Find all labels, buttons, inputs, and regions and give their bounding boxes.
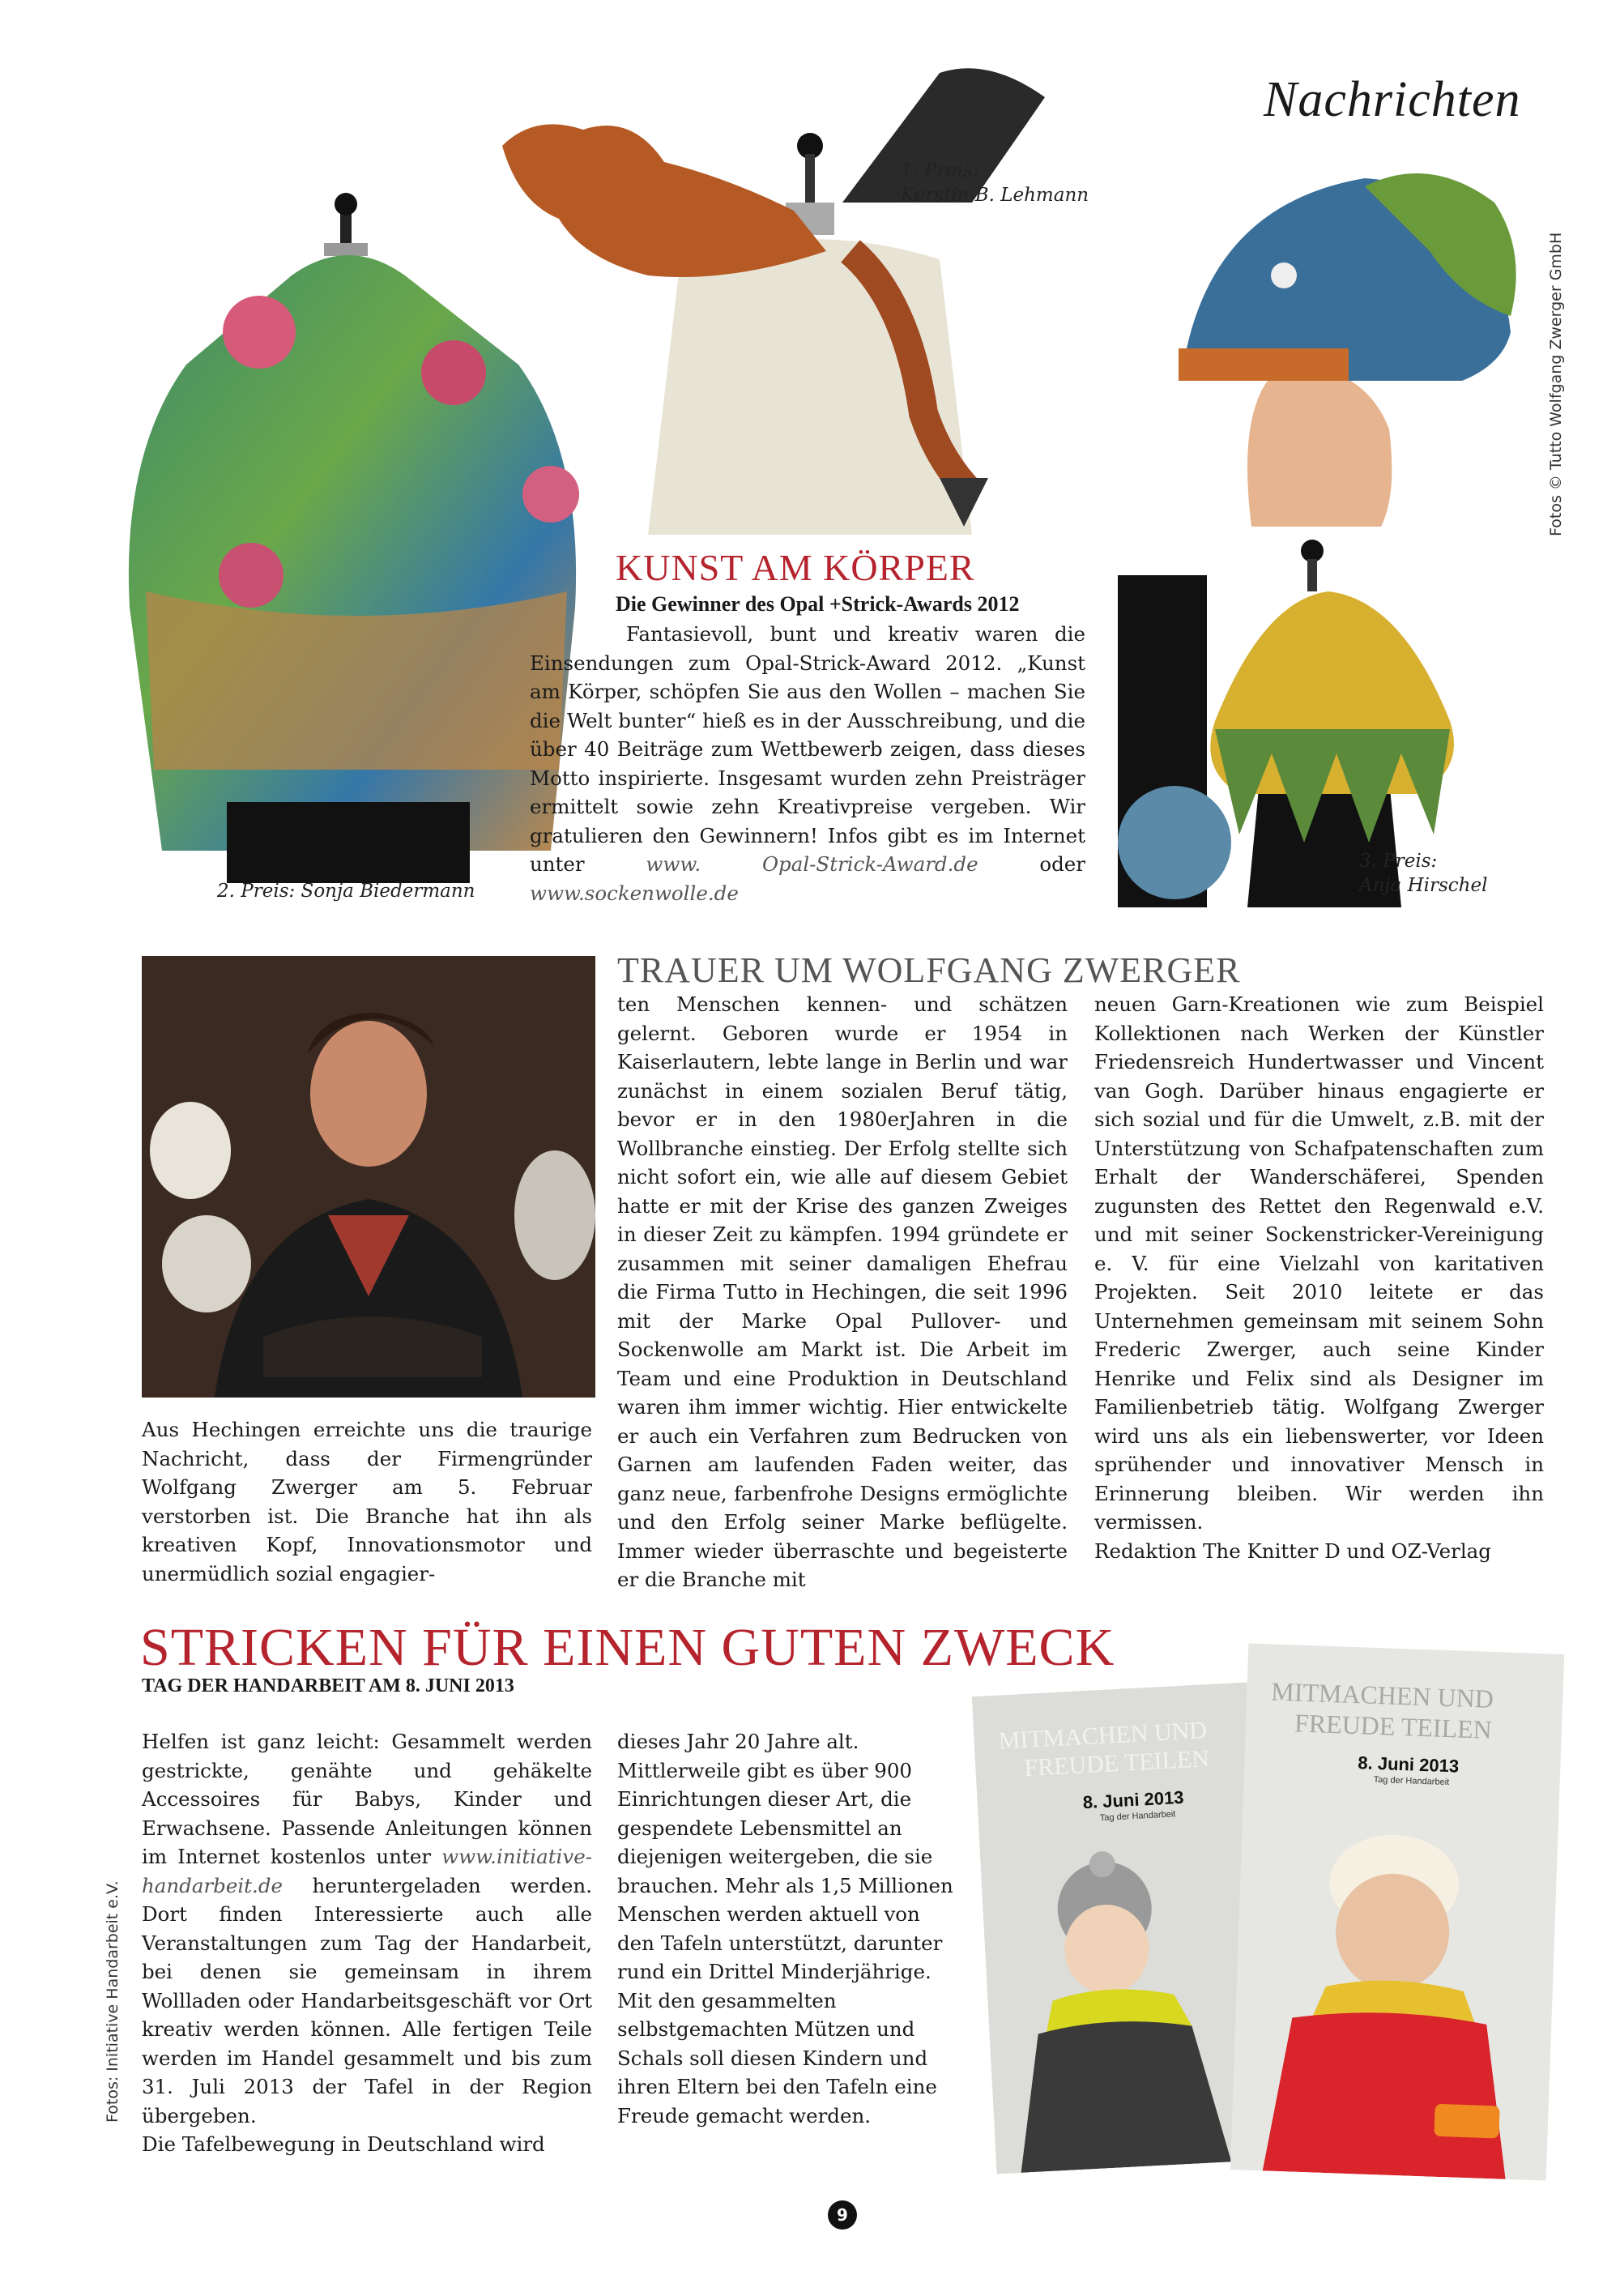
article2-col3 <box>1094 990 1544 1565</box>
caption-first-prize-name: Kerstin B. Lehmann <box>901 185 1089 206</box>
caption-third-prize-label: 3. Preis: <box>1359 851 1438 872</box>
article2-col3-text: neuen Garn-Kreationen wie zum Beispiel Kollektionen nach Werken der Künstler Friedensreich Hundertwasser und Vincent van Gogh. Darüber hinaus engagierte er sich sozial und für die Umwelt, z.B. mit der Unterstützung von Schafpatenschaften zum Erhalt der Wanderschäferei, Spenden zugunsten des Rettet den Regenwald e.V. und mit seiner Sockenstricker-Vereinigung e. V. für eine Vielzahl von karitativen Projekten. Seit 2010 leitete er das Unternehmen gemeinsam mit seinem Sohn Frederic Zwerger, auch seine Kinder Henrike und Felix sind als Designer im Familienbetrieb tätig. Wolfgang Zwerger wird uns als ein liebenswerter, vor Ideen sprühender und innovativer Mensch in Erinnerung bleiben. Wir werden ihn vermissen. <box>1094 992 1544 1534</box>
article3-title: STRICKEN FÜR EINEN GUTEN ZWECK <box>140 1618 1115 1677</box>
poster-back-line1: MITMACHEN UND <box>997 1717 1208 1755</box>
link-initiative-handarbeit[interactable]: www.initiative-handarbeit.de <box>142 1845 592 1897</box>
article3-subtitle: TAG DER HANDARBEIT AM 8. JUNI 2013 <box>142 1675 514 1696</box>
poster-back-date: 8. Juni 2013 <box>1082 1786 1185 1813</box>
photo-credit-top: Fotos © Tutto Wolfgang Zwerger GmbH <box>1547 232 1565 536</box>
article3-col1-para <box>142 1727 592 2130</box>
poster-front <box>1230 1643 1564 2180</box>
article1-subtitle: Die Gewinner des Opal +Strick-Awards 2012 <box>616 592 1020 616</box>
article2-col2: ten Menschen kennen- und schätzen gelernt. Geboren wurde er 1954 in Kaiserlautern, lebte lange in Berlin und war zunächst in einem sozialen Beruf tätig, bevor er in den 1980erJahren in die Wollbranche einstieg. Der Erfolg stellte sich nicht sofort ein, wie alle auf diesem Gebiet hatte er mit der Krise des ganzen Zweiges in dieser Zeit zu kämpfen. 1994 gründete er zusammen mit seiner damaligen Ehefrau die Firma Tutto in Hechingen, die seit 1996 mit der Marke Opal Pullover- und Sockenwolle am Markt ist. Die Arbeit im Team und eine Produktion in Deutschland waren ihm immer wichtig. Hier entwickelte er auch ein Verfahren zum Bedrucken von Garnen am laufenden Faden weiter, das ganz neue, farbenfrohe Designs ermöglichte und den Erfolg seiner Marke beflügelte. Immer wieder überraschte und begeisterte er die Branche mit <box>617 992 1068 1591</box>
article2-title: TRAUER UM WOLFGANG ZWERGER <box>617 950 1241 990</box>
poster-back <box>972 1683 1272 2174</box>
article3-col2: dieses Jahr 20 Jahre alt. Mittlerweile gibt es über 900 Einrichtungen dieser Art, die gespendete Lebensmittel an diejenigen weitergeben, die sie brauchen. Mehr als 1,5 Millionen Menschen werden aktuell von den Tafeln unterstützt, darunter rund ein Drittel Minderjährige. Mit den gesammelten selbstgemachten Mützen und Schals soll diesen Kindern und ihren Eltern bei den Tafeln eine Freude gemacht werden. <box>617 1730 953 2127</box>
hat-illustration <box>1122 154 1527 527</box>
photo-knitted-dragon <box>486 41 1069 535</box>
dragon-illustration <box>486 41 1069 535</box>
photo-credit-bottom: Fotos: Initiative Handarbeit e.V. <box>104 1880 122 2123</box>
caption-second-prize: 2. Preis: Sonja Biedermann <box>217 881 475 902</box>
article3-col1-text-a: Helfen ist ganz leicht: Gesammelt werden gestrickte, genähte und gehäkelte Accessoires für Babys, Kinder und Erwachsene. Passende Anleitungen können im Internet kostenlos unter <box>142 1730 592 1868</box>
poster-back-sub: Tag der Handarbeit <box>1099 1809 1176 1824</box>
article3-col1 <box>142 1727 592 2159</box>
caption-first-prize <box>901 159 1111 207</box>
poster-back-child-illustration <box>972 1683 1272 2174</box>
photo-knitted-hat <box>1122 154 1527 527</box>
caption-first-prize-label: 1. Preis: <box>901 160 979 181</box>
article2-col1: Aus Hechingen erreichte uns die traurige Nachricht, dass der Firmengründer Wolfgang Zwerger am 5. Februar verstorben ist. Die Branche hat ihn als kreativen Kopf, Innovationsmotor und unermüdlich sozial engagier- <box>142 1418 592 1585</box>
article1-body-text: Fantasievoll, bunt und kreativ waren die Einsendungen zum Opal-Strick-Award 2012. „Kunst am Körper, schöpfen Sie aus den Wollen – machen Sie die Welt bunter“ hieß es in der Ausschreibung, und die über 40 Beiträge zum Wettbewerb zeigen, dass dieses Motto inspirierte. Insgesamt wurden zehn Preisträger ermittelt sowie zehn Kreativpreise vergeben. Wir gratulieren den Gewinnern! Infos gibt es im Internet unter <box>530 622 1085 876</box>
caption-third-prize-name: Anja Hirschel <box>1359 875 1488 896</box>
poster-front-date: 8. Juni 2013 <box>1357 1752 1460 1777</box>
article3-col1-text-b: heruntergeladen werden. Dort finden Interessierte auch alle Veranstaltungen zum Tag der Handarbeit, bei denen sie gemeinsam in ihrem Wollladen oder Handarbeitsgeschäft vor Ort kreativ werden können. Alle fertigen Teile werden im Handel gesammelt und bis zum 31. Juli 2013 der Tafel in der Region übergeben. <box>142 1873 592 2127</box>
link-opal-strick-award[interactable]: www. Opal-Strick-Award.de <box>646 852 978 876</box>
article3-col1-text-c: Die Tafelbewegung in Deutschland wird <box>142 2132 545 2156</box>
caption-third-prize <box>1359 849 1521 898</box>
page-number: 9 <box>828 2200 857 2230</box>
article2-signature: Redaktion The Knitter D und OZ-Verlag <box>1094 1538 1491 1563</box>
poster-front-child-illustration <box>1230 1643 1564 2180</box>
poster-back-line2: FREUDE TEILEN <box>1023 1745 1210 1782</box>
poster-front-sub: Tag der Handarbeit <box>1373 1774 1450 1788</box>
poster-front-line2: FREUDE TEILEN <box>1294 1708 1493 1744</box>
photo-wolfgang-zwerger <box>142 956 595 1398</box>
poster-front-line1: MITMACHEN UND <box>1270 1676 1494 1713</box>
article1-title: KUNST AM KÖRPER <box>616 547 975 588</box>
link-sockenwolle[interactable]: www.sockenwolle.de <box>530 881 739 905</box>
portrait-illustration <box>142 956 595 1398</box>
section-title: Nachrichten <box>1264 72 1521 127</box>
article1-or: oder <box>1039 852 1085 876</box>
article1-body <box>530 620 1085 907</box>
